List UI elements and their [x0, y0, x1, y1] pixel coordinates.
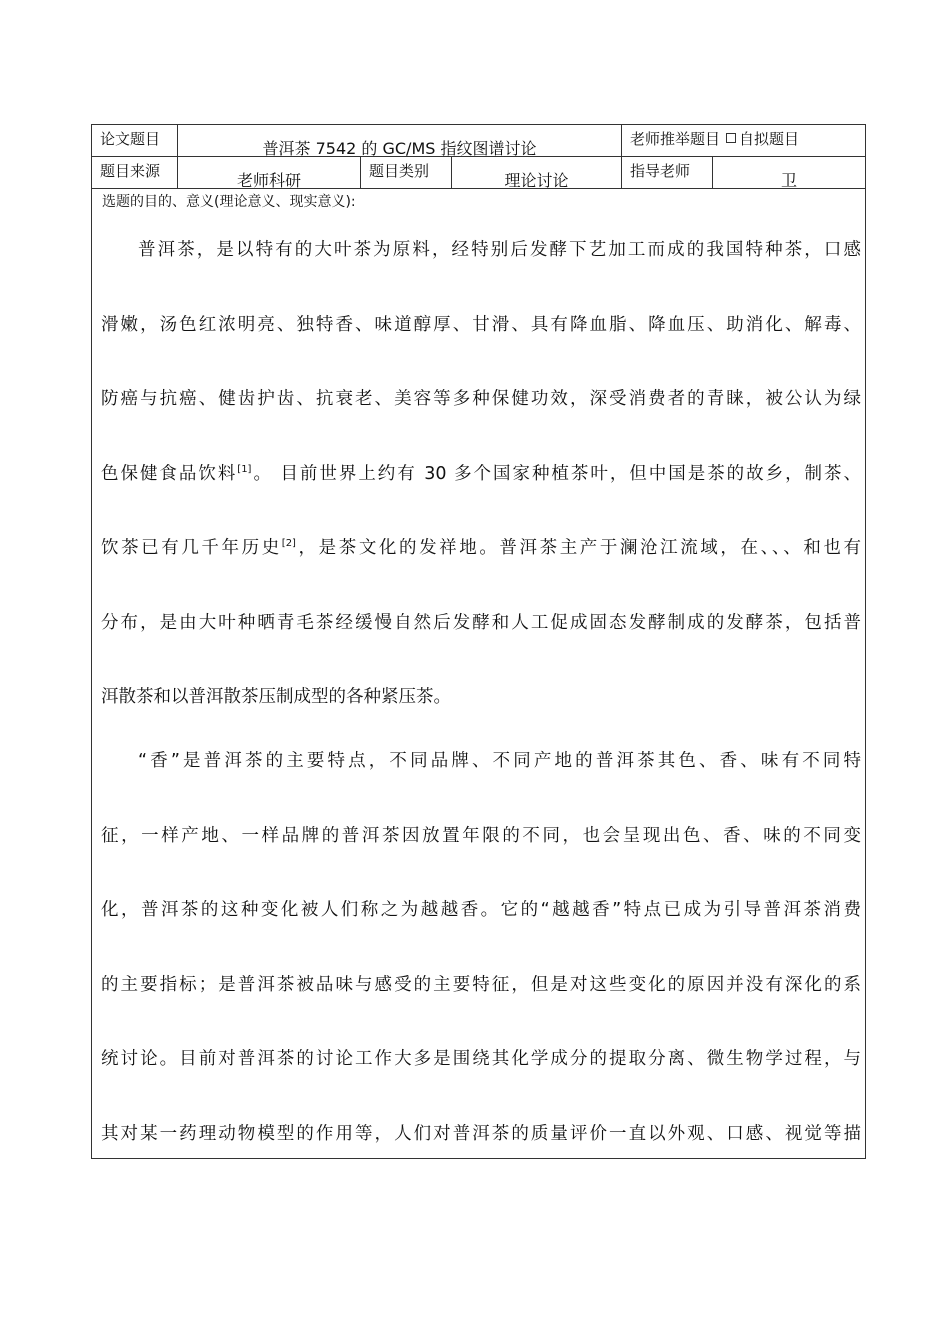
paragraph-line: 化，普洱茶的这种变化被人们称之为越越香。它的“越越香”特点已成为引导普洱茶消费	[101, 900, 861, 920]
paragraph-line: 的主要指标；是普洱茶被品味与感受的主要特征，但是对这些变化的原因并没有深化的系	[101, 974, 861, 995]
body-text	[101, 235, 861, 1159]
advisor-value: 卫	[780, 171, 797, 188]
paragraph-line: 普洱茶，是以特有的大叶茶为原料，经特别后发酵下艺加工而成的我国特种茶，口感	[138, 240, 861, 260]
recommend-label: 老师推举题目	[630, 130, 721, 148]
line-text: ，是茶文化的发祥地。普洱茶主产于澜沧江流域，在、、、和也有	[295, 538, 862, 558]
paragraph-line: 征，一样产地、一样品牌的普洱茶因放置年限的不同，也会呈现出色、香、味的不同变	[101, 825, 861, 846]
paragraph-line: 分布，是由大叶种晒青毛茶经缓慢自然后发酵和人工促成固态发酵制成的发酵茶，包括普	[101, 612, 861, 633]
paragraph-line: 其对某一药理动物模型的作用等，人们对普洱茶的质量评价一直以外观、口感、视觉等描	[101, 1123, 861, 1144]
title-row	[92, 125, 865, 157]
citation-ref: [1]	[237, 463, 252, 475]
checkbox-icon[interactable]	[726, 133, 736, 143]
source-label: 题目来源	[92, 157, 178, 188]
topic-type-cell	[622, 125, 865, 156]
paragraph-line: 滑嫩，汤色红浓明亮、独特香、味道醇厚、甘滑、具有降血脂、降血压、助消化、解毒、	[101, 314, 861, 335]
paragraph-line	[101, 459, 861, 534]
self-label: 自拟题目	[739, 130, 800, 148]
paragraph-line	[101, 533, 861, 608]
line-text: 色保健食品饮料	[101, 463, 238, 484]
advisor-label: 指导老师	[622, 157, 713, 188]
line-text: 。 目前世界上约有 30 多个国家种植茶叶，但中国是茶的故乡，制茶、	[251, 463, 861, 484]
source-value: 老师科研	[178, 157, 361, 188]
title-label: 论文题目	[92, 125, 178, 156]
category-label: 题目类别	[361, 157, 452, 188]
source-row	[92, 157, 865, 189]
paragraph-line: 防癌与抗癌、健齿护齿、抗衰老、美容等多种保健功效，深受消费者的青睐，被公认为绿	[101, 389, 861, 409]
citation-ref: [2]	[281, 538, 296, 549]
category-value: 理论讨论	[452, 157, 622, 188]
paragraph-line: “香”是普洱茶的主要特点，不同品牌、不同产地的普洱茶其色、香、味有不同特	[138, 751, 861, 771]
purpose-heading: 选题的目的、意义(理论意义、现实意义):	[102, 194, 356, 210]
line-text: 饮茶已有几千年历史	[101, 538, 282, 558]
proposal-form	[91, 124, 866, 1159]
title-value: 普洱茶 7542 的 GC/MS 指纹图谱讨论	[178, 125, 622, 156]
paragraph-line: 统讨论。目前对普洱茶的讨论工作大多是围绕其化学成分的提取分离、微生物学过程，与	[101, 1049, 861, 1069]
paragraph-line: 洱散茶和以普洱散茶压制成型的各种紧压茶。	[101, 687, 451, 707]
